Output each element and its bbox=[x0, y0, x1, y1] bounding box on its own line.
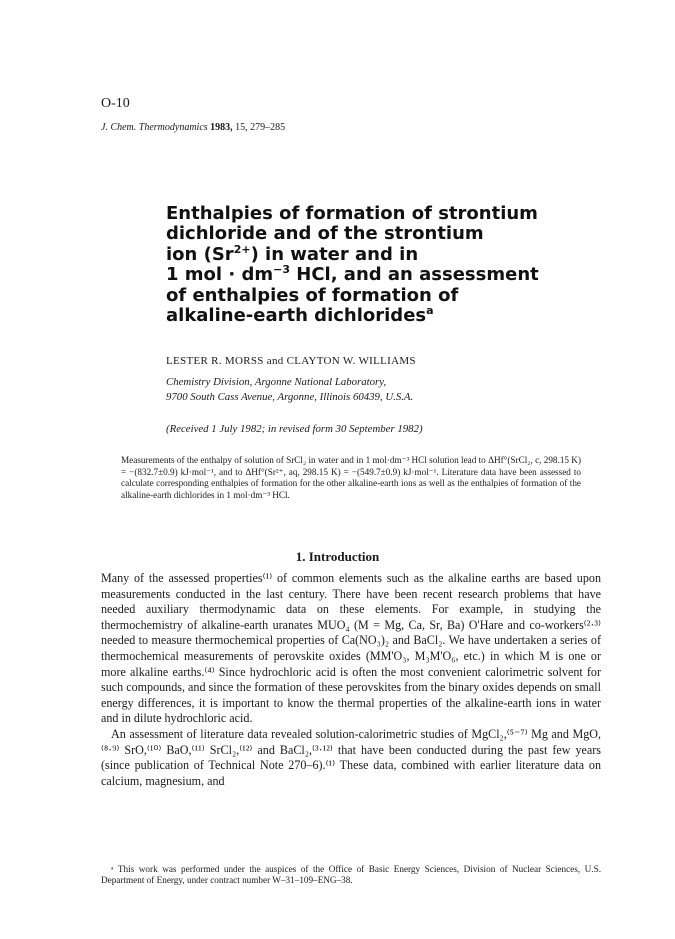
author-list: LESTER R. MORSS and CLAYTON W. WILLIAMS bbox=[166, 355, 416, 367]
journal-volume-pages: 15, 279–285 bbox=[235, 122, 286, 133]
title-superscript-exponent: −3 bbox=[273, 263, 290, 277]
article-title bbox=[166, 204, 606, 326]
affiliation-line-1: Chemistry Division, Argonne National Laboratory, bbox=[166, 376, 387, 388]
title-line-6-text: alkaline-earth dichlorides bbox=[166, 305, 427, 327]
title-line-1: Enthalpies of formation of strontium bbox=[166, 203, 538, 224]
title-line-5: of enthalpies of formation of bbox=[166, 284, 459, 306]
paragraph: An assessment of literature data revealed solution-calorimetric studies of MgCl₂,⁽⁵⁻⁷⁾ Mg and MgO,⁽⁸·⁹⁾ SrO,⁽¹⁰⁾ BaO,⁽¹¹⁾ SrCl₂,⁽¹²⁾ and BaCl₂,⁽³·¹²⁾ that have been conducted during the past few years (since publication of Technical Note 270–6).⁽¹⁾ These data, combined with earlier literature data on calcium, magnesium, and bbox=[101, 726, 601, 788]
abstract bbox=[121, 455, 581, 501]
title-line-2: dichloride and of the strontium bbox=[166, 223, 484, 245]
title-line-4-text: 1 mol · dm bbox=[166, 264, 274, 286]
affiliation-line-2: 9700 South Cass Avenue, Argonne, Illinois 60439, U.S.A. bbox=[166, 391, 414, 403]
journal-citation bbox=[101, 122, 285, 133]
title-footnote-mark: a bbox=[426, 304, 434, 318]
abstract-text: Measurements of the enthalpy of solution of SrCl₂ in water and in 1 mol·dm⁻³ HCl solution lead to ΔHf°(SrCl₂, c, 298.15 K) = −(832.7±0.9) kJ·mol⁻¹, and to ΔHf°(Sr²⁺, aq, 298.15 K) = −(549.7±0.9) kJ·mol⁻¹. Literature data have been assessed to calculate corresponding enthalpies of formation for the other alkaline-earth ions as well as the enthalpies of formation of the alkaline-earth dichlorides in 1 mol·dm⁻³ HCl. bbox=[121, 455, 581, 500]
paragraph: Many of the assessed properties⁽¹⁾ of common elements such as the alkaline earths are based upon measurements conducted in the last century. There have been recent research problems that have needed auxiliary thermodynamic data on these elements. For example, in studying the thermochemistry of alkaline-earth uranates MUO₄ (M = Mg, Ca, Sr, Ba) O'Hare and co-workers⁽²·³⁾ needed to measure thermochemical properties of Ca(NO₃)₂ and BaCl₂. We have undertaken a series of thermochemical measurements of perovskite oxides (MM'O₃, M₃M'O₆, etc.) in which M is one or more alkaline earths.⁽⁴⁾ Since hydrochloric acid is often the most convenient calorimetric solvent for such compounds, and since the formation of these perovskites from the binary oxides depends on small energy differences, it is important to know the thermal properties of the alkaline-earth ions in water and in dilute hydrochloric acid. bbox=[101, 571, 601, 726]
title-line-6 bbox=[166, 305, 434, 326]
journal-year: 1983, bbox=[210, 122, 233, 133]
footnote bbox=[101, 864, 601, 886]
title-line-3-text: ion (Sr bbox=[166, 243, 234, 265]
title-line-4 bbox=[166, 264, 539, 285]
title-superscript-charge: 2+ bbox=[233, 242, 251, 256]
section-heading-introduction: 1. Introduction bbox=[295, 549, 380, 564]
journal-name: J. Chem. Thermodynamics bbox=[101, 122, 208, 133]
paper-code: O-10 bbox=[101, 96, 130, 111]
received-dates: (Received 1 July 1982; in revised form 30 September 1982) bbox=[166, 423, 423, 435]
title-line-3-rest: ) in water and in bbox=[250, 243, 419, 265]
introduction-body bbox=[101, 571, 601, 789]
affiliation bbox=[166, 375, 413, 405]
title-line-4-rest: HCl, and an assessment bbox=[289, 264, 539, 286]
footnote-text: ᵃ This work was performed under the auspices of the Office of Basic Energy Sciences, Division of Nuclear Sciences, U.S. Department of Energy, under contract number W–31–109–ENG–38. bbox=[101, 864, 601, 886]
title-line-3 bbox=[166, 244, 418, 265]
